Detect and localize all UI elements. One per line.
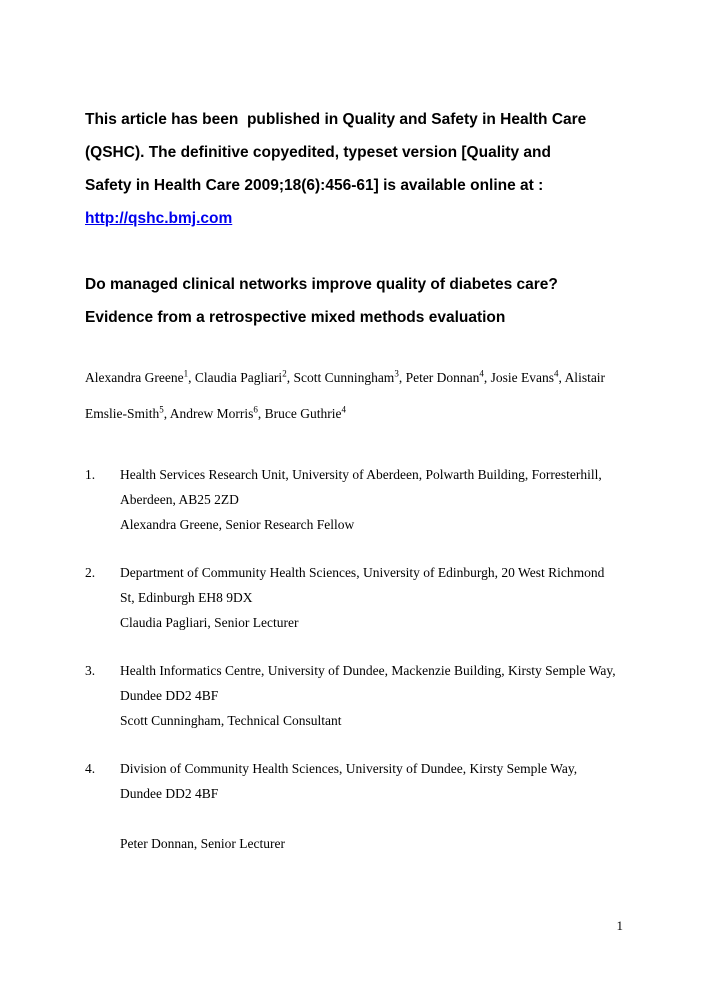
affiliation-address: Health Services Research Unit, University of Aberdeen, Polwarth Building, Forresterhill, Aberdeen, AB25 2ZD	[120, 467, 602, 507]
author-superscript: 3	[394, 368, 399, 379]
publication-note-text: This article has been published in Quality and Safety in Health Care (QSHC). The definitive copyedited, typeset version [Quality and Safety in Health Care 2009;18(6):456-61] is available online at :	[85, 111, 591, 194]
affiliation-body	[120, 658, 622, 733]
author-superscript: 4	[554, 368, 559, 379]
affiliation-item	[85, 756, 622, 856]
author-name: Andrew Morris	[169, 406, 254, 421]
author-separator: ,	[188, 370, 195, 385]
author-name: Claudia Pagliari	[194, 370, 283, 385]
author-separator: ,	[257, 406, 265, 421]
affiliation-address: Department of Community Health Sciences, University of Edinburgh, 20 West Richmond St, Edinburgh EH8 9DX	[120, 565, 605, 605]
affiliation-person: Alexandra Greene, Senior Research Fellow	[120, 517, 355, 532]
affiliation-item	[85, 462, 622, 537]
affiliation-item	[85, 560, 622, 635]
author-separator: ,	[558, 370, 565, 385]
author-name: Bruce Guthrie	[264, 406, 342, 421]
affiliation-person: Peter Donnan, Senior Lecturer	[120, 836, 285, 851]
author-separator: ,	[163, 406, 170, 421]
affiliation-number: 3.	[85, 663, 96, 678]
author-superscript: 2	[282, 368, 287, 379]
author-name: Peter Donnan	[405, 370, 480, 385]
affiliation-list	[85, 462, 622, 856]
publication-note	[85, 103, 600, 235]
affiliation-body	[120, 462, 622, 537]
author-superscript: 6	[253, 404, 258, 415]
author-superscript: 4	[341, 404, 346, 415]
affiliation-item	[85, 658, 622, 733]
page-number: 1	[616, 918, 623, 933]
affiliation-body	[120, 560, 622, 635]
author-separator: ,	[483, 370, 491, 385]
author-superscript: 5	[159, 404, 164, 415]
affiliation-number: 4.	[85, 761, 96, 776]
affiliation-address: Health Informatics Centre, University of Dundee, Mackenzie Building, Kirsty Semple Way, Dundee DD2 4BF	[120, 663, 616, 703]
author-list	[85, 360, 622, 432]
affiliation-number: 1.	[85, 467, 96, 482]
author-separator: ,	[286, 370, 294, 385]
affiliation-person: Scott Cunningham, Technical Consultant	[120, 713, 342, 728]
page-content	[85, 103, 622, 879]
journal-link[interactable]: http://qshc.bmj.com	[85, 210, 233, 227]
author-name: Alistair Emslie-Smith	[85, 370, 606, 421]
author-superscript: 1	[183, 368, 189, 379]
affiliation-person: Claudia Pagliari, Senior Lecturer	[120, 615, 299, 630]
author-name: Josie Evans	[490, 370, 555, 385]
affiliation-number: 2.	[85, 565, 96, 580]
author-separator: ,	[398, 370, 406, 385]
author-superscript: 4	[479, 368, 484, 379]
author-name: Alexandra Greene	[85, 370, 184, 385]
article-title: Do managed clinical networks improve quality of diabetes care? Evidence from a retrospective mixed methods evaluation	[85, 276, 558, 326]
author-name: Scott Cunningham	[293, 370, 395, 385]
affiliation-body	[120, 756, 622, 856]
affiliation-address: Division of Community Health Sciences, University of Dundee, Kirsty Semple Way, Dundee DD2 4BF	[120, 761, 578, 801]
